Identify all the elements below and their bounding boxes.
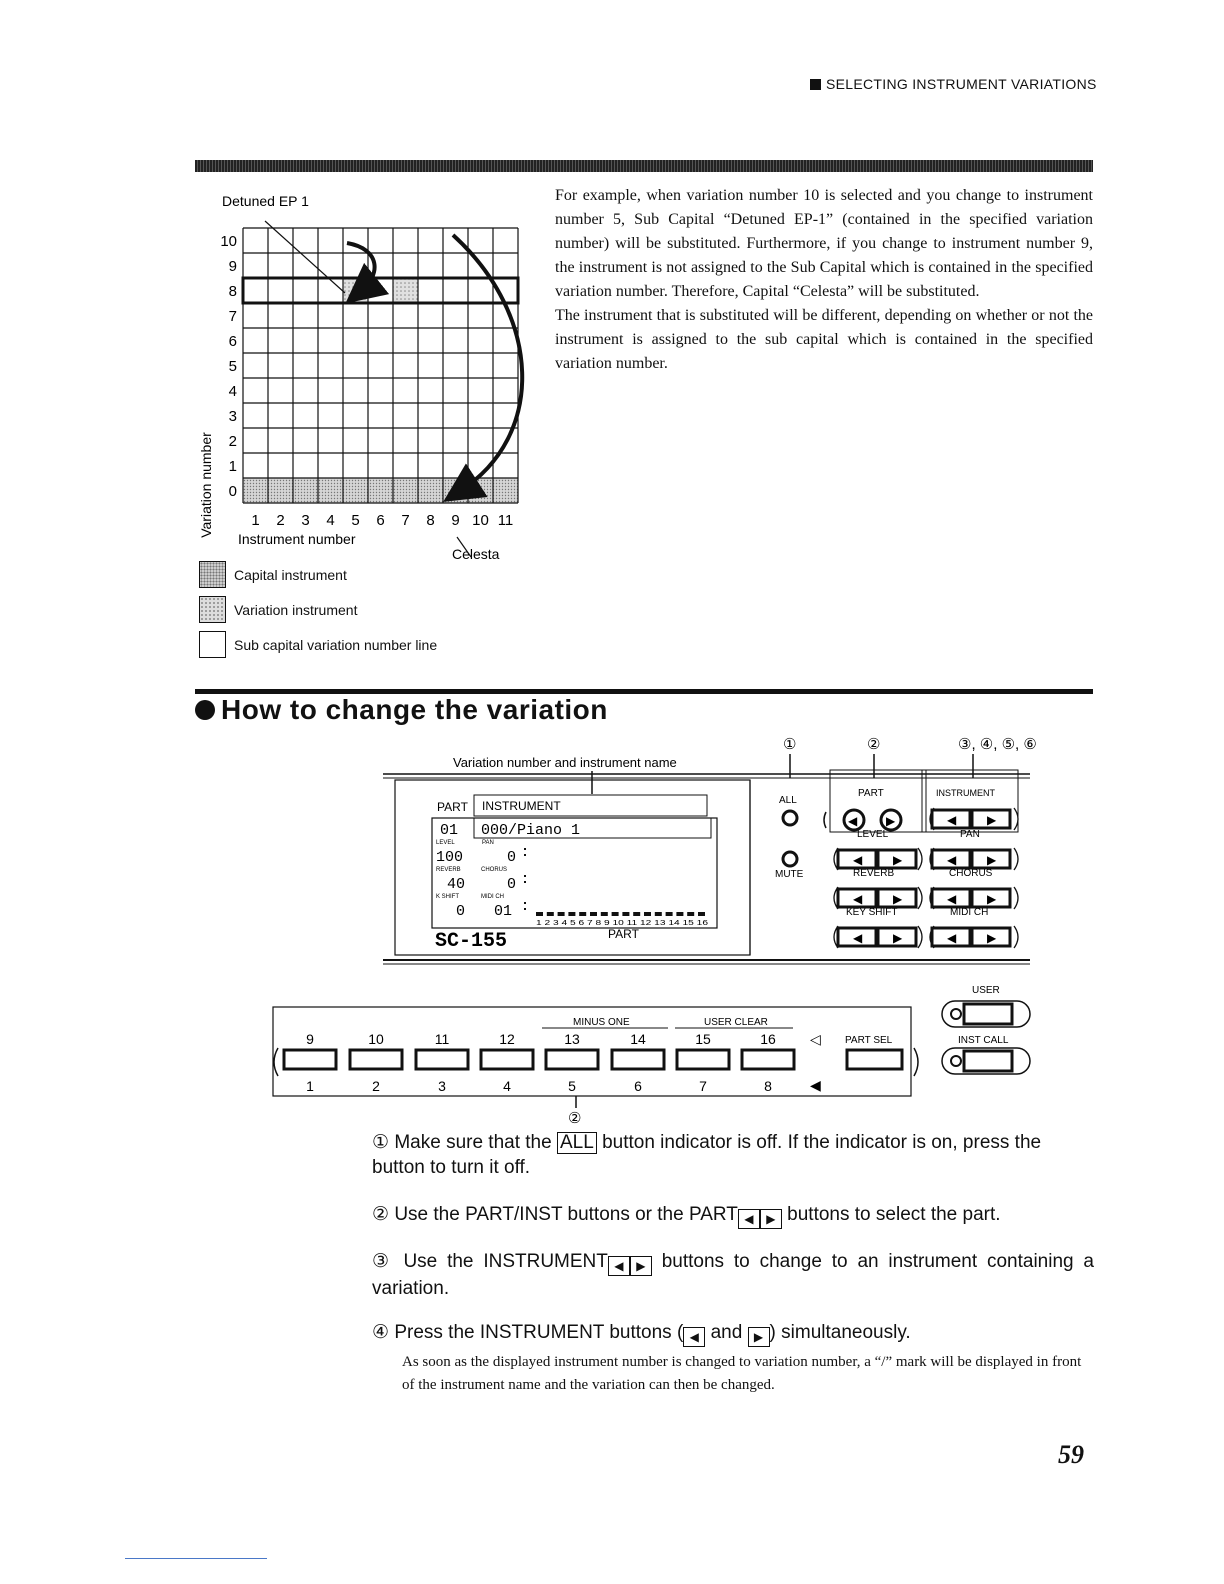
part-number-bottom: 8 xyxy=(764,1078,772,1094)
part-number-top: 13 xyxy=(564,1031,580,1047)
part-row-marker: ② xyxy=(568,1110,582,1127)
part-number-top: 10 xyxy=(368,1031,384,1047)
part-sel-left-icon: ◁ xyxy=(810,1031,821,1047)
button-bracket xyxy=(1014,926,1018,948)
page-number: 59 xyxy=(1058,1440,1084,1469)
lcd-level-label: LEVEL xyxy=(436,840,455,846)
section-header-text: SELECTING INSTRUMENT VARIATIONS xyxy=(826,76,1097,92)
x-tick-label: 7 xyxy=(401,512,410,529)
step-4-text: Press the INSTRUMENT buttons ( xyxy=(394,1322,684,1343)
instrument-buttons-label: INSTRUMENT xyxy=(936,788,995,798)
mute-label: MUTE xyxy=(775,869,804,880)
button-bracket xyxy=(1014,848,1018,870)
right-arrow-icon: ▶ xyxy=(893,892,903,906)
y-tick-label: 7 xyxy=(228,308,237,325)
legend-subcapital xyxy=(199,631,437,658)
button-bracket xyxy=(918,848,922,870)
lcd-separator-dot xyxy=(524,854,526,856)
variation-cell xyxy=(393,278,418,303)
part-button-6[interactable] xyxy=(612,1050,664,1069)
button-bracket xyxy=(918,926,922,948)
step-2-text-2: buttons to select the part. xyxy=(787,1204,1001,1225)
part-sel-button[interactable] xyxy=(847,1050,902,1069)
lcd-level-bar xyxy=(655,912,662,916)
x-tick-label: 10 xyxy=(472,512,489,529)
lcd-separator-dot xyxy=(524,848,526,850)
x-tick-label: 2 xyxy=(276,512,285,529)
capital-cell xyxy=(493,478,518,503)
left-arrow-icon: ◀ xyxy=(853,892,863,906)
front-panel-diagram xyxy=(270,730,1050,1130)
right-arrow-icon: ▶ xyxy=(987,853,997,867)
lcd-level-bar xyxy=(687,912,694,916)
step-1 xyxy=(372,1130,1094,1180)
right-arrow-icon: ▶ xyxy=(893,931,903,945)
lcd-level-bar xyxy=(536,912,543,916)
part-button-4[interactable] xyxy=(481,1050,533,1069)
midi-ch-label: MIDI CH xyxy=(950,907,989,918)
intro-paragraph-1: For example, when variation number 10 is selected and you change to instrument number 5, Sub Capital “Detuned EP-1” (contained in the specified variation number) will be substituted. Furthermore, if you change to instrument number 9, the instrument is not assigned to the Sub Capital which is contained in the specified variation number. Therefore, Capital “Celesta” will be substituted. xyxy=(555,187,1093,300)
part-number-bottom: 5 xyxy=(568,1078,576,1094)
pan-label: PAN xyxy=(960,829,980,840)
mute-button[interactable] xyxy=(783,852,797,866)
x-tick-label: 6 xyxy=(376,512,385,529)
y-tick-label: 9 xyxy=(228,258,237,275)
legend-subcapital-label: Sub capital variation number line xyxy=(234,636,438,653)
lcd-level-bar xyxy=(590,912,597,916)
x-tick-label: 8 xyxy=(426,512,435,529)
all-label: ALL xyxy=(779,795,797,806)
lcd-level-bar xyxy=(558,912,565,916)
step-2-number: ② xyxy=(372,1204,390,1225)
part-number-bottom: 1 xyxy=(306,1078,314,1094)
step-1-text-2: button indicator is off. If the indicator is on, press the button to turn it off. xyxy=(372,1132,1042,1178)
left-arrow-icon: ◀ xyxy=(947,931,957,945)
right-key-icon: ▶ xyxy=(760,1209,782,1229)
x-tick-label: 9 xyxy=(451,512,460,529)
part-number-bottom: 3 xyxy=(438,1078,446,1094)
intro-paragraph xyxy=(555,184,1093,376)
lcd-separator-dot xyxy=(524,908,526,910)
part-number-top: 15 xyxy=(695,1031,711,1047)
model-logo: SC-155 xyxy=(435,930,508,953)
user-label: USER xyxy=(972,985,1000,996)
lcd-part-label: PART xyxy=(437,800,468,814)
part-number-top: 14 xyxy=(630,1031,646,1047)
capital-swatch xyxy=(199,561,226,588)
right-key-icon: ▶ xyxy=(630,1256,652,1276)
capital-cell xyxy=(318,478,343,503)
lcd-pan-label: PAN xyxy=(482,840,494,846)
lcd-pan-value: 0 xyxy=(507,849,517,866)
capital-cell xyxy=(368,478,393,503)
step-3 xyxy=(372,1249,1094,1301)
button-bracket xyxy=(1014,808,1018,830)
capital-cell xyxy=(418,478,443,503)
reverb-label: REVERB xyxy=(853,868,895,879)
y-tick-label: 4 xyxy=(228,383,237,400)
bullet-dot-icon xyxy=(195,700,215,720)
part-buttons-label: PART xyxy=(858,788,884,799)
lcd-reverb-value: 40 xyxy=(447,876,466,893)
part-number-bottom: 6 xyxy=(634,1078,642,1094)
lcd-instrument-value: 000/Piano 1 xyxy=(481,822,581,839)
capital-cell xyxy=(293,478,318,503)
y-tick-label: 6 xyxy=(228,333,237,350)
all-button[interactable] xyxy=(783,811,797,825)
step-2 xyxy=(372,1202,1094,1229)
capital-cell xyxy=(343,478,368,503)
variation-swatch xyxy=(199,596,226,623)
y-tick-label: 0 xyxy=(228,483,237,500)
part-left-arrow-icon: ◀ xyxy=(848,814,858,828)
display-caption: Variation number and instrument name xyxy=(453,755,677,770)
square-bullet-icon xyxy=(810,79,821,90)
lcd-separator-dot xyxy=(524,875,526,877)
part-sel-label: PART SEL xyxy=(845,1035,893,1046)
lcd-level-bar xyxy=(633,912,640,916)
section-title-text: How to change the variation xyxy=(221,694,608,725)
celesta-annotation: Celesta xyxy=(452,546,500,562)
y-tick-label: 5 xyxy=(228,358,237,375)
part-button-2[interactable] xyxy=(350,1050,402,1069)
step-3-text-2: buttons to change to an instrument containing a variation. xyxy=(372,1251,1094,1299)
y-tick-label: 8 xyxy=(228,283,237,300)
section-title xyxy=(195,694,608,726)
right-arrow-icon: ▶ xyxy=(987,931,997,945)
part-button-1[interactable] xyxy=(284,1050,336,1069)
step-2-text: Use the PART/INST buttons or the PART xyxy=(394,1204,738,1225)
lcd-level-bar xyxy=(568,912,575,916)
right-arrow-icon: ▶ xyxy=(893,853,903,867)
capital-cell xyxy=(268,478,293,503)
lcd-part-value: 01 xyxy=(440,822,459,839)
step-4 xyxy=(372,1320,1094,1397)
button-bracket xyxy=(918,887,922,909)
lcd-level-bar xyxy=(579,912,586,916)
section-header-tag xyxy=(810,76,1097,92)
lcd-level-bar xyxy=(644,912,651,916)
lcd-level-bar xyxy=(547,912,554,916)
level-label: LEVEL xyxy=(857,829,889,840)
step-1-text: Make sure that the xyxy=(394,1132,552,1153)
legend-variation-label: Variation instrument xyxy=(234,601,358,618)
legend-variation xyxy=(199,596,357,623)
x-axis-label: Instrument number xyxy=(238,531,356,547)
y-tick-label: 2 xyxy=(228,433,237,450)
intro-paragraph-2: The instrument that is substituted will be different, depending on whether or not the instrument is assigned to the sub capital which is contained in the specified variation number. xyxy=(555,307,1093,372)
y-tick-label: 1 xyxy=(228,458,237,475)
user-clear-label: USER CLEAR xyxy=(704,1017,768,1028)
left-arrow-icon: ◀ xyxy=(853,931,863,945)
lcd-level-value: 100 xyxy=(436,849,464,866)
all-key-icon: ALL xyxy=(557,1132,597,1154)
left-arrow-icon: ◀ xyxy=(947,892,957,906)
lcd-level-bar xyxy=(601,912,608,916)
part-button-3[interactable] xyxy=(416,1050,468,1069)
lcd-kshift-label: K SHIFT xyxy=(436,894,460,900)
capital-cell xyxy=(393,478,418,503)
y-axis-label: Variation number xyxy=(198,432,214,538)
footer-rule xyxy=(125,1558,267,1559)
marker-2: ② xyxy=(867,736,881,753)
left-arrow-icon: ◀ xyxy=(947,853,957,867)
part-number-bottom: 7 xyxy=(699,1078,707,1094)
lcd-part-footer: PART xyxy=(608,927,639,941)
lcd-instrument-label: INSTRUMENT xyxy=(482,799,561,813)
part-number-top: 11 xyxy=(434,1031,450,1047)
part-number-top: 9 xyxy=(306,1031,314,1047)
lcd-reverb-label: REVERB xyxy=(436,867,461,873)
button-bracket xyxy=(1014,887,1018,909)
part-number-top: 12 xyxy=(499,1031,515,1047)
y-tick-label: 3 xyxy=(228,408,237,425)
y-tick-label: 10 xyxy=(220,233,237,250)
marker-3456: ③, ④, ⑤, ⑥ xyxy=(958,736,1037,753)
lcd-level-bar xyxy=(612,912,619,916)
lcd-level-bar xyxy=(698,912,705,916)
part-number-bottom: 2 xyxy=(372,1078,380,1094)
lcd-level-bar xyxy=(622,912,629,916)
part-button-8[interactable] xyxy=(742,1050,794,1069)
left-key-icon: ◀ xyxy=(738,1209,760,1229)
left-key-icon: ◀ xyxy=(683,1327,705,1347)
subcapital-swatch xyxy=(199,631,226,658)
lcd-midich-value: 01 xyxy=(494,903,513,920)
x-tick-label: 1 xyxy=(251,512,260,529)
legend-capital-label: Capital instrument xyxy=(234,566,347,583)
part-button-5[interactable] xyxy=(546,1050,598,1069)
legend-capital xyxy=(199,561,347,588)
lcd-level-bar xyxy=(676,912,683,916)
chorus-label: CHORUS xyxy=(949,868,993,879)
step-4-and: and xyxy=(710,1322,743,1343)
x-tick-label: 5 xyxy=(351,512,360,529)
minus-one-label: MINUS ONE xyxy=(573,1017,630,1028)
left-key-icon: ◀ xyxy=(608,1256,630,1276)
left-arrow-icon: ◀ xyxy=(853,853,863,867)
lcd-separator-dot xyxy=(524,902,526,904)
step-4-note: As soon as the displayed instrument number is changed to variation number, a “/” mark will be displayed in front of the instrument name and the variation can then be changed. xyxy=(402,1354,1082,1393)
variation-grid-figure xyxy=(195,185,540,595)
step-4-number: ④ xyxy=(372,1322,390,1343)
right-arrow-icon: ▶ xyxy=(987,813,997,827)
part-button-7[interactable] xyxy=(677,1050,729,1069)
step-3-text: Use the INSTRUMENT xyxy=(403,1251,608,1272)
right-arrow-icon: ▶ xyxy=(987,892,997,906)
part-sel-dec-icon: ◀ xyxy=(810,1077,821,1093)
marker-1: ① xyxy=(783,736,797,753)
sub-capital-line xyxy=(243,278,518,303)
step-1-number: ① xyxy=(372,1132,390,1153)
x-tick-label: 4 xyxy=(326,512,335,529)
top-divider-bar xyxy=(195,160,1093,172)
x-tick-label: 3 xyxy=(301,512,310,529)
lcd-separator-dot xyxy=(524,881,526,883)
grid-title: Detuned EP 1 xyxy=(222,193,309,209)
right-key-icon: ▶ xyxy=(748,1327,770,1347)
lcd-chorus-value: 0 xyxy=(507,876,517,893)
inst-call-label: INST CALL xyxy=(958,1035,1009,1046)
lcd-level-bar xyxy=(666,912,673,916)
lcd-part-numbers: 1 2 3 4 5 6 7 8 9 10 11 12 13 14 15 16 xyxy=(536,920,709,927)
capital-cell xyxy=(243,478,268,503)
part-number-bottom: 4 xyxy=(503,1078,511,1094)
lcd-midich-label: MIDI CH xyxy=(481,894,504,900)
left-arrow-icon: ◀ xyxy=(947,813,957,827)
lcd-chorus-label: CHORUS xyxy=(481,867,508,873)
part-number-top: 16 xyxy=(760,1031,776,1047)
step-4-text-2: ) simultaneously. xyxy=(769,1322,911,1343)
x-tick-label: 11 xyxy=(497,512,514,529)
part-right-arrow-icon: ▶ xyxy=(886,814,896,828)
lcd-kshift-value: 0 xyxy=(456,903,466,920)
key-shift-label: KEY SHIFT xyxy=(846,907,898,918)
step-3-number: ③ xyxy=(372,1251,394,1272)
detuned-pointer-line xyxy=(265,221,345,293)
